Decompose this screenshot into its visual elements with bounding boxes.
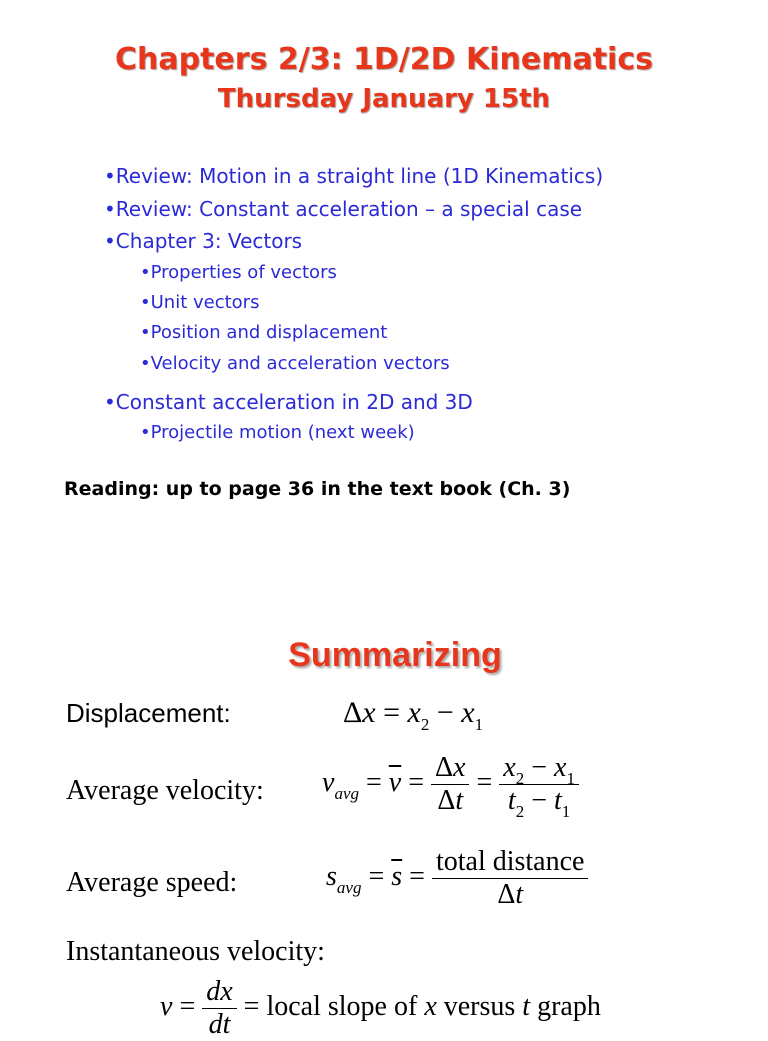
bullet-unit-vectors: •Unit vectors — [140, 292, 260, 313]
speed-numerator: total distance — [435, 846, 585, 877]
graph-text: graph — [537, 990, 601, 1022]
bullet-review-const-accel: •Review: Constant acceleration – a special case — [104, 197, 583, 221]
slide-subtitle: Thursday January 15th — [217, 84, 551, 114]
versus-text: versus — [443, 990, 516, 1022]
bullet-position: •Position and displacement — [140, 322, 388, 343]
slope-text: local slope of — [266, 990, 418, 1022]
displacement-label: Displacement: — [66, 698, 231, 728]
avg-speed-formula: $s_{avg} = \overline{s}$ = $\frac{\text{total distance}}{\Delta t}$ — [326, 846, 588, 911]
bullet-review-1d: •Review: Motion in a straight line (1D Kinematics) — [104, 164, 604, 188]
bullet-velocity-accel: •Velocity and acceleration vectors — [140, 353, 450, 374]
avg-velocity-formula: $v_{avg} = \overline{v}$ = $\frac{\Delta x}{\Delta t}$ = $\frac{x_2 - x_1}{t_2 - t_1}$ — [322, 752, 579, 817]
reading-note: Reading: up to page 36 in the text book (Ch. 3) — [64, 478, 571, 500]
displacement-formula: $\Delta x = x_2 - x_1$ — [343, 696, 484, 734]
bullet-projectile: •Projectile motion (next week) — [140, 422, 415, 443]
avg-velocity-label: Average velocity: — [66, 775, 264, 806]
avg-speed-label: Average speed: — [66, 867, 238, 898]
slide-title: Chapters 2/3: 1D/2D Kinematics — [115, 42, 653, 77]
bullet-properties: •Properties of vectors — [140, 262, 337, 283]
bullet-chapter-3: •Chapter 3: Vectors — [104, 229, 303, 253]
summary-title: Summarizing — [288, 636, 502, 674]
bullet-const-accel-2d3d: •Constant acceleration in 2D and 3D — [104, 390, 473, 414]
inst-velocity-label: Instantaneous velocity: — [66, 936, 325, 967]
inst-velocity-formula: v = $\frac{dx}{dt}$ = local slope of x versus t graph — [160, 976, 601, 1040]
